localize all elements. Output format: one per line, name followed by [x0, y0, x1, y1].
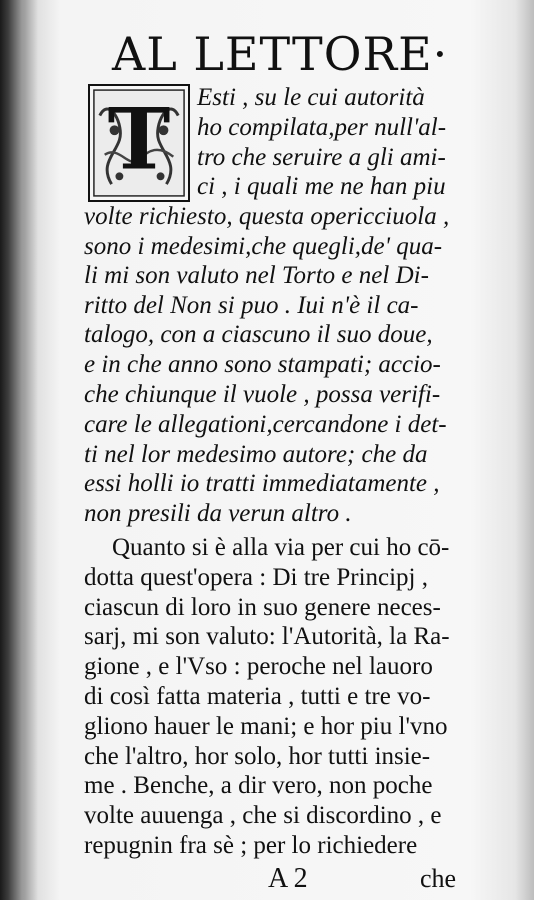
text-line-4: ci , i quali me ne han piu [197, 173, 446, 201]
text-line-6: sono i medesimi,che quegli,de' qua- [84, 233, 443, 260]
text-line-12: care le allegationi,cercandone i det- [84, 410, 447, 438]
catchword: che [420, 864, 457, 893]
text-line-8: ritto del Non si puo . Iui n'è il ca- [84, 291, 419, 319]
text-line-20: gione , e l'Vso : peroche nel lauoro [84, 653, 433, 681]
text-line-1: Esti , su le cui autorità [197, 84, 425, 111]
text-line-23: che l'altro, hor solo, hor tutti insie- [84, 742, 431, 770]
text-line-19: sarj, mi son valuto: l'Autorità, la Ra- [84, 623, 450, 651]
text-line-15: non presili da verun altro . [84, 500, 352, 528]
text-line-25: volte auuenga , che si discordino , e [84, 802, 442, 830]
text-line-7: li mi son valuto nel Torto e nel Di- [84, 261, 429, 289]
signature-mark: A 2 [268, 863, 308, 894]
text-line-2: ho compilata,per null'al- [197, 113, 447, 141]
text-line-22: gliono hauer le mani; e hor piu l'vno [84, 712, 448, 740]
text-line-9: talogo, con a ciascuno il suo doue, [84, 321, 433, 349]
text-line-11: che chiunque il vuole , possa verifi- [84, 381, 441, 408]
text-line-21: di così fatta materia , tutti e tre vo- [84, 683, 431, 710]
text-line-3: tro che seruire a gli ami- [197, 143, 446, 171]
text-line-10: e in che anno sono stampati; accio- [84, 351, 441, 379]
dropcap-letter: T [107, 89, 171, 189]
text-line-18: ciascun di loro in suo genere neces- [84, 593, 441, 621]
page-title: AL LETTORE· [112, 27, 449, 81]
binding-gutter [0, 0, 38, 900]
text-line-16: Quanto si è alla via per cui ho cō- [112, 534, 450, 561]
text-line-5: volte richiesto, questa opericciuola , [84, 203, 450, 231]
text-line-14: essi holli io tratti immediatamente , [84, 470, 440, 498]
text-line-13: ti nel lor medesimo autore; che da [84, 440, 428, 468]
text-line-17: dotta quest'opera : Di tre Principj , [84, 563, 429, 591]
text-line-26: repugnin fra sè ; per lo richiedere [84, 832, 418, 859]
text-line-24: me . Benche, a dir vero, non poche [84, 772, 433, 800]
ornament-icon [90, 86, 188, 200]
decorated-initial [88, 84, 190, 202]
